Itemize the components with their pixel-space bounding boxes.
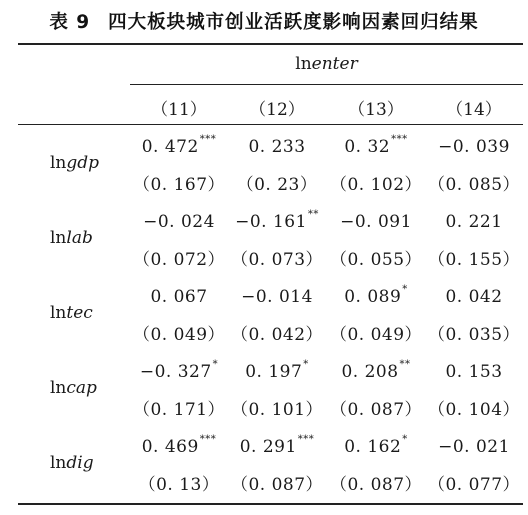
coefficient-value: 0. 221 [445,212,503,232]
top-rule [18,43,523,45]
coefficient-cell [425,212,523,232]
standard-error-cell: （0. 102） [329,175,423,195]
coefficient-value: 0. 472 [141,137,199,157]
coefficient-value: 0. 162 [344,437,402,457]
significance-stars: *** [199,134,217,146]
header-sub-rule [130,84,523,85]
significance-stars: * [402,434,408,446]
coefficient-value: 0. 042 [445,287,503,307]
coefficient-cell [327,134,425,157]
coefficient-cell [327,284,425,307]
coefficient-value: −0. 014 [241,287,313,307]
standard-error-cell: （0. 171） [132,400,226,420]
row-label-dig [50,453,120,473]
row-label-prefix: ln [50,378,67,398]
row-label-gdp [50,153,120,173]
coefficient-value: 0. 089 [344,287,402,307]
coefficient-cell [425,437,523,457]
row-label-variable: lab [66,228,93,248]
coefficient-cell [228,434,326,457]
row-label-variable: cap [66,378,97,398]
coefficient-value: 0. 197 [245,362,303,382]
coefficient-cell [130,212,228,232]
row-label-lab [50,228,120,248]
standard-error-cell: （0. 035） [427,325,521,345]
row-label-variable: dig [66,453,94,473]
significance-stars: *** [391,134,408,146]
coefficient-cell [425,362,523,382]
significance-stars: *** [199,434,217,446]
header-bottom-rule [18,124,523,125]
significance-stars: * [303,359,309,371]
bottom-rule [18,503,523,505]
column-header-13: （13） [348,100,404,120]
standard-error-cell: （0. 23） [236,175,318,195]
coefficient-value: −0. 161 [235,212,307,232]
standard-error-cell: （0. 085） [427,175,521,195]
standard-error-cell: （0. 101） [230,400,324,420]
coefficient-cell [130,359,228,382]
row-label-variable: tec [66,303,93,323]
coefficient-cell [130,134,228,157]
coefficient-value: 0. 469 [141,437,199,457]
standard-error-cell: （0. 087） [230,475,324,495]
row-label-prefix: ln [50,453,67,473]
coefficient-cell [425,137,523,157]
coefficient-cell [228,209,326,232]
row-label-prefix: ln [50,303,67,323]
coefficient-value: −0. 091 [340,212,412,232]
row-label-tec [50,303,120,323]
coefficient-cell [425,287,523,307]
coefficient-cell [130,434,228,457]
significance-stars: * [402,284,408,296]
significance-stars: ** [307,209,319,221]
standard-error-cell: （0. 155） [427,250,521,270]
standard-error-cell: （0. 104） [427,400,521,420]
coefficient-cell [327,212,425,232]
standard-error-cell: （0. 087） [329,400,423,420]
standard-error-cell: （0. 087） [329,475,423,495]
coefficient-value: −0. 039 [438,137,510,157]
coefficient-value: −0. 021 [438,437,510,457]
coefficient-value: −0. 327 [139,362,212,382]
standard-error-cell: （0. 055） [329,250,423,270]
coefficient-value: 0. 32 [344,137,391,157]
coefficient-value: 0. 067 [150,287,208,307]
standard-error-cell: （0. 072） [132,250,226,270]
coefficient-cell [228,137,326,157]
standard-error-cell: （0. 049） [329,325,423,345]
row-label-cap [50,378,120,398]
significance-stars: *** [297,434,315,446]
column-header-12: （12） [249,100,305,120]
coefficient-value: 0. 291 [239,437,297,457]
row-label-variable: gdp [66,153,100,173]
coefficient-cell [228,359,326,382]
coefficient-value: −0. 024 [143,212,215,232]
significance-stars: * [212,359,219,371]
table-number: 表 9 [49,12,91,33]
standard-error-cell: （0. 13） [138,475,220,495]
coefficient-cell [327,359,425,382]
table-title [0,8,528,34]
coefficient-value: 0. 208 [341,362,399,382]
standard-error-cell: （0. 073） [230,250,324,270]
row-label-prefix: ln [50,228,67,248]
significance-stars: ** [399,359,411,371]
coefficient-cell [228,287,326,307]
coefficient-value: 0. 233 [248,137,306,157]
column-header-11: （11） [151,100,207,120]
row-label-prefix: ln [50,153,67,173]
table-caption: 四大板块城市创业活跃度影响因素回归结果 [108,12,479,33]
standard-error-cell: （0. 049） [132,325,226,345]
standard-error-cell: （0. 042） [230,325,324,345]
coefficient-value: 0. 153 [445,362,503,382]
coefficient-cell [130,287,228,307]
standard-error-cell: （0. 167） [132,175,226,195]
dependent-variable-header: lnenter [295,54,358,74]
coefficient-cell [327,434,425,457]
standard-error-cell: （0. 077） [427,475,521,495]
column-header-14: （14） [446,100,502,120]
